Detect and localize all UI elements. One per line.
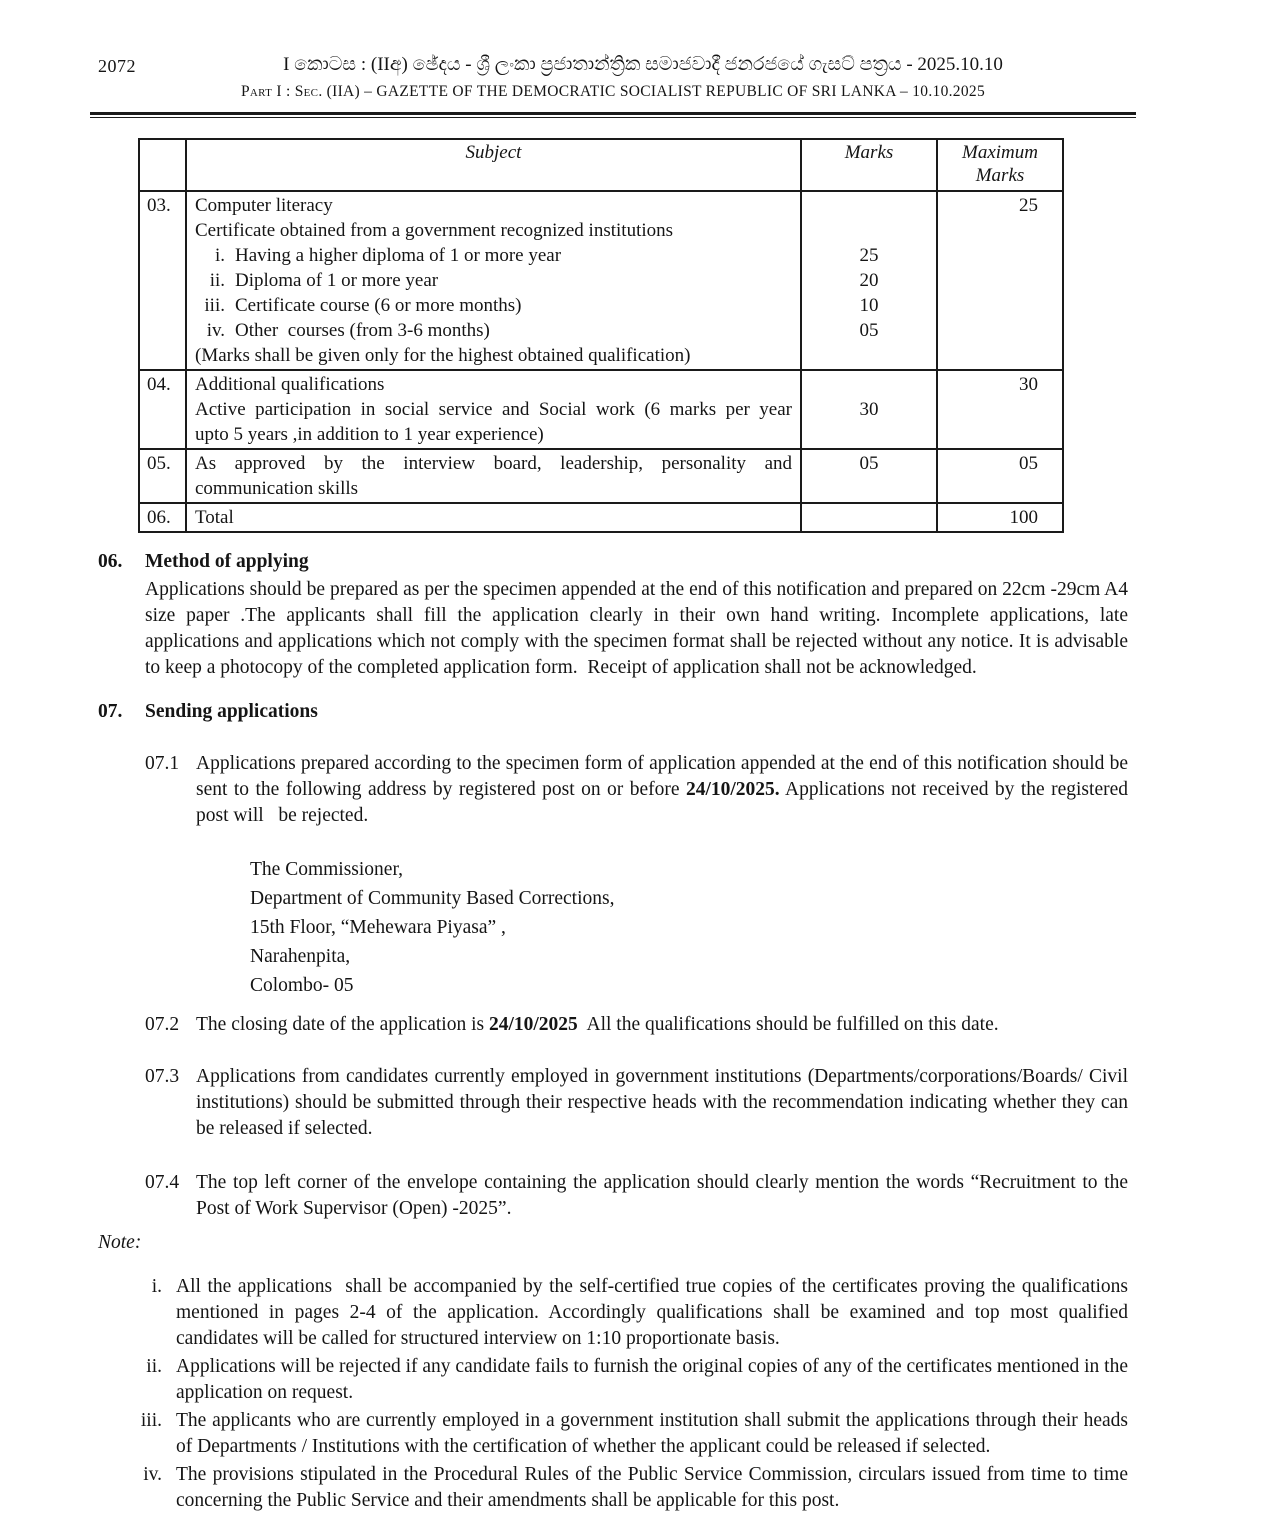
address-line: Colombo- 05 — [250, 975, 354, 996]
item-text: The closing date of the application is 24/10/2025 All the qualifications should be fulfilled on this date. — [196, 1014, 999, 1035]
item-07-1 — [145, 751, 1133, 829]
item-07-4 — [145, 1170, 1133, 1222]
note-item-text: The applicants who are currently employed in a government institution shall submit the applications through their heads of Departments / Institutions with the certification of whether the applicant could be released if selected. — [176, 1410, 1133, 1457]
note-label: Note: — [98, 1232, 142, 1253]
page-header — [0, 0, 1275, 118]
page-number: 2072 — [98, 56, 136, 76]
sub-item: iii. Certificate course (6 or more months) — [204, 295, 522, 316]
item-number: 07.4 — [145, 1172, 180, 1193]
section-06-heading — [98, 549, 1128, 575]
item-number: 07.2 — [145, 1014, 180, 1035]
item-text: Applications from candidates currently employed in government institutions (Departments/corporations/Boards/ Civil institutions) should be submitted through their respective heads with the recommendation indicating whether they can be released if selected. — [196, 1066, 1133, 1139]
item-number: 07.3 — [145, 1066, 180, 1087]
note-item-text: The provisions stipulated in the Procedural Rules of the Public Service Commission, circulars issued from time to time concerning the Public Service and their amendments shall be applicable for this post. — [176, 1464, 1133, 1511]
subject-cell: Additional qualifications Active participation in social service and Social work (6 marks per year upto 5 years ,in addition to 1 year experience) — [186, 370, 801, 449]
header-title-sinhala: I කොටස : (IIඅ) ඡේදය - ශ්‍රී ලංකා ප්‍රජාතාන්ත්‍රික සමාජවාදී ජනරජයේ ගැසට් පත්‍රය - 2025.10.10 — [283, 54, 1003, 75]
note-item — [98, 1354, 1133, 1406]
subject-cell: Total — [186, 503, 801, 532]
postal-address — [250, 855, 1128, 1000]
max-marks-cell: 25 — [937, 191, 1063, 370]
column-header-subject: Subject — [186, 139, 801, 191]
item-number: 07.1 — [145, 753, 180, 774]
note-item — [98, 1462, 1133, 1514]
table-corner-cell — [139, 139, 186, 191]
section-title: Method of applying — [145, 551, 309, 572]
sub-item: iv. Other courses (from 3-6 months) — [206, 320, 490, 341]
note-item-number: iv. — [143, 1464, 162, 1485]
row-number: 06. — [139, 503, 186, 532]
note-item-text: Applications will be rejected if any candidate fails to furnish the original copies of any of the certificates mentioned in the application on request. — [176, 1356, 1133, 1403]
column-header-max-marks: Maximum Marks — [937, 139, 1063, 191]
row-number: 04. — [139, 370, 186, 449]
subject-cell: Computer literacy Certificate obtained from a government recognized institutions i. Having a higher diploma of 1 or more year ii. Diploma of 1 or more year iii. Certificate course (6 or more months) iv. Other courses (from 3-6 months) (Marks shall be given only for the highest obtained qualification) — [186, 191, 801, 370]
column-header-marks: Marks — [801, 139, 937, 191]
closing-date: 24/10/2025 — [488, 1014, 578, 1035]
section-07-heading — [98, 699, 1128, 725]
closing-date: 24/10/2025. — [685, 779, 780, 800]
row-number: 05. — [139, 449, 186, 503]
marks-cell: 30 — [801, 370, 937, 449]
address-line: 15th Floor, “Mehewara Piyasa” , — [250, 917, 506, 938]
marks-cell — [801, 503, 937, 532]
item-text: The top left corner of the envelope containing the application should clearly mention the words “Recruitment to the Post of Work Supervisor (Open) -2025”. — [196, 1172, 1133, 1219]
table-header-row — [139, 139, 1063, 191]
address-line: Narahenpita, — [250, 946, 351, 967]
header-rule — [90, 112, 1136, 118]
address-line: The Commissioner, — [250, 859, 404, 880]
item-text: Applications prepared according to the specimen form of application appended at the end of this notification should be sent to the following address by registered post on or before 24/10/2025. Applications not received by the registered post will be rejected. — [196, 753, 1133, 826]
item-07-3 — [145, 1064, 1133, 1142]
header-title-english: Part I : Sec. (IIA) – GAZETTE OF THE DEMOCRATIC SOCIALIST REPUBLIC OF SRI LANKA – 10.10.2025 — [240, 83, 985, 100]
section-title: Sending applications — [145, 701, 318, 722]
section-number: 07. — [98, 701, 123, 722]
address-line: Department of Community Based Corrections, — [250, 888, 615, 909]
table-row — [139, 449, 1063, 503]
max-marks-cell: 100 — [937, 503, 1063, 532]
sub-item: ii. Diploma of 1 or more year — [209, 270, 439, 291]
sub-item: i. Having a higher diploma of 1 or more year — [214, 245, 562, 266]
marks-table — [138, 138, 1064, 533]
section-06-paragraph: Applications should be prepared as per the specimen appended at the end of this notification and prepared on 22cm -29cm A4 size paper .The applicants shall fill the application clearly in their own hand writing. Incomplete applications, late applications and applications which not comply with the specimen format shall be rejected without any notice. It is advisable to keep a photocopy of the completed application form. Receipt of application shall not be acknowledged. — [145, 579, 1133, 678]
table-row — [139, 503, 1063, 532]
note-item-number: iii. — [140, 1410, 162, 1431]
table-row — [139, 370, 1063, 449]
marks-cell: 05 — [801, 449, 937, 503]
note-item-number: i. — [151, 1276, 162, 1297]
note-item — [98, 1274, 1133, 1352]
note-item-number: ii. — [146, 1356, 162, 1377]
table-row — [139, 191, 1063, 370]
row-footnote: (Marks shall be given only for the highest obtained qualification) — [195, 345, 691, 366]
max-marks-cell: 30 — [937, 370, 1063, 449]
section-number: 06. — [98, 551, 123, 572]
note-item-text: All the applications shall be accompanied by the self-certified true copies of the certificates proving the qualifications mentioned in pages 2-4 of the application. Accordingly qualifications shall be examined and top most qualified candidates will be called for structured interview on 1:10 proportionate basis. — [176, 1276, 1133, 1349]
subject-cell: As approved by the interview board, leadership, personality and communication skills — [186, 449, 801, 503]
item-07-2 — [145, 1012, 1128, 1038]
note-list — [98, 1274, 1133, 1514]
row-number: 03. — [139, 191, 186, 370]
marks-cell: 25 20 10 05 — [801, 191, 937, 370]
max-marks-cell: 05 — [937, 449, 1063, 503]
note-item — [98, 1408, 1133, 1460]
